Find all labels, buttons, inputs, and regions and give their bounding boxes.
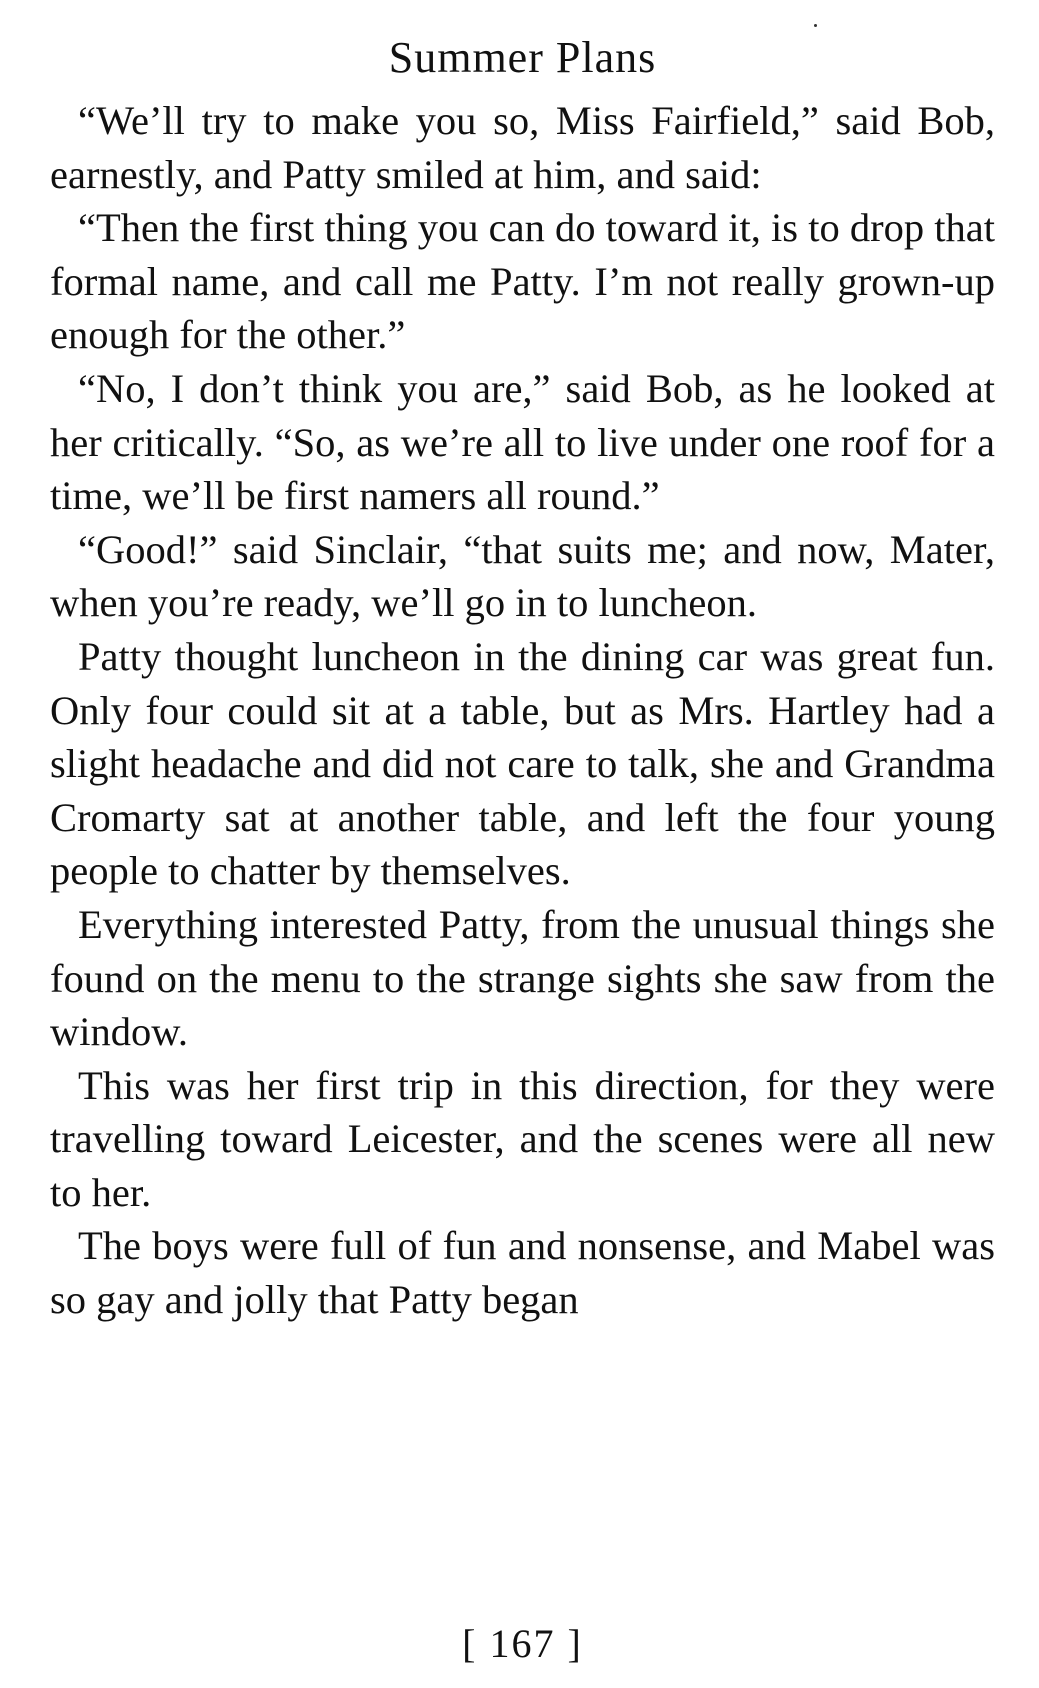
running-title: Summer Plans — [388, 33, 657, 82]
paragraph: “No, I don’t think you are,” said Bob, as he looked at her critically. “So, as we’re all to live under one roof for a time, we’ll be first namers all round.” — [50, 365, 995, 519]
page-number: [ 167 ] — [462, 1621, 583, 1666]
paragraph: “Then the first thing you can do toward it, is to drop that formal name, and call me Patty. I’m not really grown-up enough for the other.” — [50, 205, 995, 358]
book-page — [50, 28, 995, 1668]
print-speck — [814, 24, 817, 27]
paragraph: The boys were full of fun and nonsense, and Mabel was so gay and jolly that Patty began — [50, 1223, 995, 1323]
paragraph: “Good!” said Sinclair, “that suits me; and now, Mater, when you’re ready, we’ll go in to luncheon. — [50, 526, 995, 626]
paragraph: “We’ll try to make you so, Miss Fairfield,” said Bob, earnestly, and Patty smiled at him, and said: — [50, 98, 995, 197]
paragraph: This was her first trip in this direction, for they were travelling toward Leicester, and the scenes were all new to her. — [50, 1062, 995, 1215]
body-text — [50, 94, 995, 1327]
paragraph: Patty thought luncheon in the dining car was great fun. Only four could sit at a table, but as Mrs. Hartley had a slight headache and did not care to talk, she and Grandma Cromarty sat at another table, and left the four young people to chatter by themselves. — [50, 633, 995, 894]
paragraph: Everything interested Patty, from the unusual things she found on the menu to the strange sights she saw from the window. — [50, 901, 995, 1055]
